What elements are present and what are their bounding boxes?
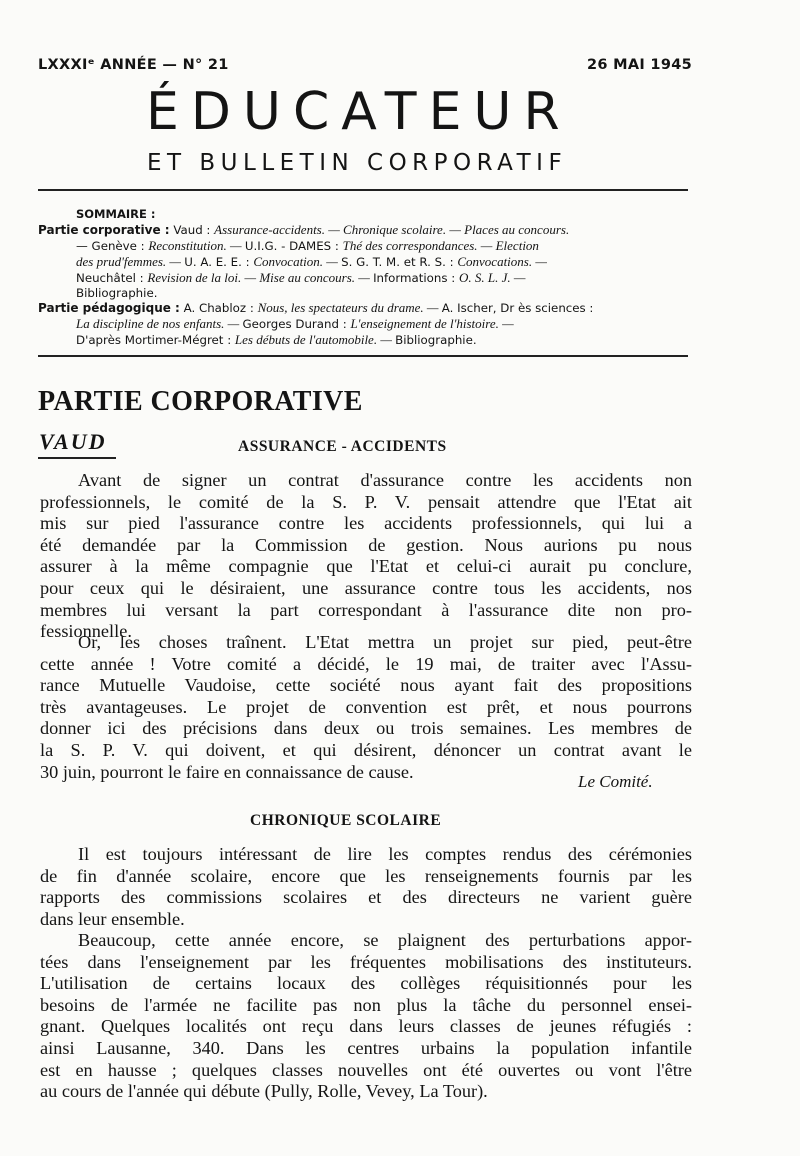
sommaire-segment: — Genève :: [76, 239, 149, 254]
text-line: fessionnelle.: [40, 621, 132, 642]
text-line: gnant. Quelques localités ont reçu dans leurs classes de jeunes réfugiés :: [40, 1016, 692, 1037]
text-line: rance Mutuelle Vaudoise, cette société nous ayant fait des propositions: [40, 675, 692, 696]
top-divider: [38, 189, 688, 191]
article-heading-assurance: ASSURANCE - ACCIDENTS: [238, 438, 447, 455]
text-line: dans leur ensemble.: [40, 908, 185, 929]
text-line: été demandée par la Commission de gestion. Nous aurions pu nous: [40, 534, 692, 555]
sommaire-segment: U. A. E. E. :: [184, 255, 254, 270]
canton-underline: [38, 457, 116, 459]
text-line: membres lui versant la part correspondant à l'assurance dite non pro-: [40, 599, 692, 620]
sommaire-corporative: [38, 222, 690, 301]
sommaire-segment: Informations :: [373, 271, 459, 286]
sommaire-segment: des prud'femmes. —: [76, 254, 185, 270]
text-line: est en hausse ; quelques classes nouvelles ont été ouvertes ou vont l'être: [40, 1059, 692, 1080]
journal-subtitle: ET BULLETIN CORPORATIF: [147, 150, 568, 176]
sommaire-pedagogique-line-1: [38, 316, 690, 332]
sommaire-segment: Bibliographie.: [395, 333, 477, 348]
sommaire-pedagogique-line-0: [38, 300, 690, 316]
sommaire-segment: Convocations. —: [457, 254, 547, 270]
text-line: mis sur pied l'assurance contre les accidents professionnels, qui lui a: [40, 513, 692, 534]
journal-title: ÉDUCATEUR: [146, 82, 572, 142]
text-line: Avant de signer un contrat d'assurance contre les accidents non: [78, 470, 692, 490]
issue-number: LXXXIᵉ ANNÉE — N° 21: [38, 57, 229, 73]
sommaire-divider: [38, 355, 688, 357]
article-assurance-paragraph-1: [40, 470, 692, 643]
text-line: tées dans l'enseignement par les fréquentes mobilisations des instituteurs.: [40, 951, 692, 972]
sommaire-segment: Les débuts de l'automobile. —: [234, 332, 396, 348]
text-line: pour ceux qui le désiraient, une assurance contre tous les accidents, nos: [40, 577, 692, 598]
sommaire-pedagogique-heading: Partie pédagogique :: [38, 301, 180, 315]
article-heading-chronique: CHRONIQUE SCOLAIRE: [250, 812, 442, 829]
sommaire-segment: O. S. L. J. —: [458, 270, 526, 286]
sommaire-segment: S. G. T. M. et R. S. :: [341, 255, 458, 270]
sommaire-segment: Convocation. —: [253, 254, 342, 270]
sommaire-segment: A. Ischer, Dr ès sciences :: [441, 301, 594, 315]
sommaire-segment: L'enseignement de l'histoire. —: [350, 316, 514, 332]
text-line: la S. P. V. qui doivent, et qui désirent, dénoncer un contrat avant le: [40, 739, 692, 760]
sommaire-segment: Georges Durand :: [242, 317, 351, 332]
text-line: ainsi Lausanne, 340. Dans les centres urbains la population infantile: [40, 1037, 692, 1058]
sommaire-pedagogique-line-2: [38, 332, 690, 348]
article-chronique-paragraph-1: [40, 844, 692, 930]
sommaire-corporative-line-1: [38, 238, 690, 254]
sommaire-label: SOMMAIRE :: [76, 207, 156, 221]
sommaire-segment: A. Chabloz :: [179, 301, 258, 315]
issue-date: 26 MAI 1945: [587, 57, 692, 73]
sommaire-segment: D'après Mortimer-Mégret :: [76, 333, 235, 348]
sommaire-corporative-line-0: [38, 222, 690, 238]
sommaire-segment: Thé des correspondances. — Election: [342, 238, 539, 254]
article-chronique-paragraph-2: [40, 930, 692, 1103]
text-line: professionnels, le comité de la S. P. V. pensait attendre que l'Etat ait: [40, 491, 692, 512]
text-line: 30 juin, pourront le faire en connaissance de cause.: [40, 761, 414, 782]
section-title: PARTIE CORPORATIVE: [38, 386, 363, 417]
text-line: cette année ! Votre comité a décidé, le 19 mai, de traiter avec l'Assu-: [40, 653, 692, 674]
sommaire-segment: Revision de la loi. — Mise au concours. —: [147, 270, 374, 286]
sommaire-segment: La discipline de nos enfants. —: [76, 316, 243, 332]
sommaire-segment: Assurance-accidents. — Chronique scolaire. — Places au concours.: [214, 222, 570, 237]
text-line: besoins de l'armée ne facilite pas non plus la tâche du personnel ensei-: [40, 994, 692, 1015]
text-line: au cours de l'année qui débute (Pully, Rolle, Vevey, La Tour).: [40, 1081, 488, 1102]
text-line: Or, les choses traînent. L'Etat mettra un projet sur pied, peut-être: [78, 632, 692, 652]
text-line: donner ici des précisions dans deux ou trois semaines. Les membres de: [40, 718, 692, 739]
sommaire-corporative-heading: Partie corporative :: [38, 223, 170, 237]
canton-heading: VAUD: [39, 429, 107, 454]
sommaire-segment: Vaud :: [169, 223, 215, 237]
sommaire-segment: Reconstitution. —: [148, 238, 245, 254]
text-line: rapports des commissions scolaires et des directeurs ne varient guère: [40, 887, 692, 908]
sommaire-corporative-line-2: [38, 254, 690, 270]
sommaire-segment: Bibliographie.: [76, 286, 158, 301]
article-signature: Le Comité.: [578, 772, 653, 791]
text-line: Il est toujours intéressant de lire les comptes rendus des cérémonies: [78, 844, 692, 864]
text-line: Beaucoup, cette année encore, se plaignent des perturbations appor-: [78, 930, 692, 950]
sommaire-segment: U.I.G. - DAMES :: [244, 239, 343, 254]
text-line: très avantageuses. Le projet de convention est prêt, et nous pourrons: [40, 696, 692, 717]
text-line: L'utilisation de certains locaux des collèges réquisitionnés pour les: [40, 973, 692, 994]
sommaire-segment: Neuchâtel :: [76, 271, 148, 286]
sommaire-pedagogique: [38, 300, 690, 348]
text-line: assurer à la même compagnie que l'Etat et celui-ci aurait pu conclure,: [40, 556, 692, 577]
sommaire-corporative-line-3: [38, 270, 690, 286]
article-assurance-paragraph-2: [40, 632, 692, 783]
sommaire-segment: Nous, les spectateurs du drame. —: [257, 300, 442, 315]
text-line: de fin d'année scolaire, encore que les renseignements fournis par les: [40, 865, 692, 886]
